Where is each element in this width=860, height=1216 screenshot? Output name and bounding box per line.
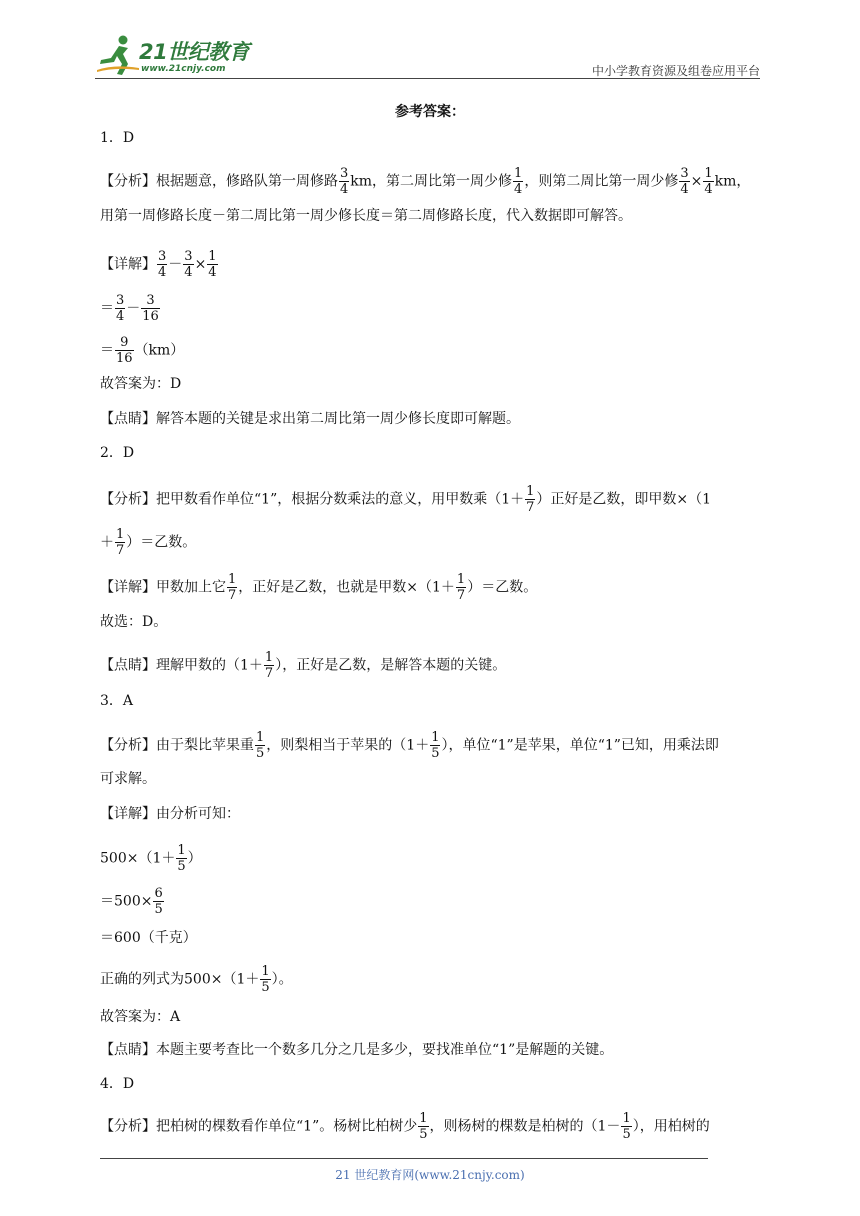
answer-2: 2．D — [100, 445, 135, 461]
q3-analysis-2: 可求解。 — [100, 771, 156, 787]
answer-1: 1．D — [100, 130, 135, 146]
runner-logo-icon — [95, 34, 141, 78]
fraction: $\frac{6}{5}$ — [154, 886, 163, 917]
fraction: $\frac{9}{16}$ — [116, 335, 133, 366]
fraction: $\frac{1}{5}$ — [256, 730, 265, 761]
fraction: $\frac{1}{5}$ — [431, 730, 440, 761]
q1-step-2: ＝ $\frac{9}{16}$ （km） — [100, 335, 185, 366]
fraction: $\frac{1}{5}$ — [177, 843, 186, 874]
fraction: $\frac{1}{5}$ — [419, 1111, 428, 1142]
footer-divider — [100, 1158, 708, 1159]
page-footer: 21 世纪教育网(www.21cnjy.com) — [335, 1168, 525, 1182]
page-header — [95, 30, 760, 82]
q3-step-2: ＝500× $\frac{6}{5}$ — [100, 886, 163, 917]
fraction: $\frac{1}{7}$ — [526, 484, 535, 515]
q1-detail: 【详解】 $\frac{3}{4}$ － $\frac{3}{4}$ × $\frac{1}{4}$ — [100, 249, 217, 280]
q3-step-3: ＝600（千克） — [100, 930, 197, 946]
fraction: $\frac{3}{16}$ — [142, 293, 159, 324]
q2-analysis: 【分析】把甲数看作单位“1”，根据分数乘法的意义，用甲数乘（1＋ $\frac{1}{7}$ ）正好是乙数，即甲数×（1 — [100, 484, 712, 515]
fraction: $\frac{1}{7}$ — [264, 650, 274, 681]
q1-analysis: 【分析】根据题意，修路队第一周修路 $\frac{3}{4}$ km，第二周比第一周少修 $\frac{1}{4}$ ，则第二周比第一周少修 $\frac{3}{4}$ × $\frac{1}{4}$ km， — [100, 166, 751, 197]
logo-url: www.21cnjy.com — [141, 64, 226, 74]
q3-formula: 正确的列式为500×（1＋ $\frac{1}{5}$ ）。 — [100, 964, 293, 995]
q3-step-1: 500×（1＋ $\frac{1}{5}$ ） — [100, 843, 202, 874]
fraction: $\frac{3}{4}$ — [680, 166, 689, 197]
page-title: 参考答案： — [395, 104, 465, 120]
logo-text: 21世纪教育 — [139, 40, 250, 64]
answer-3: 3．A — [100, 693, 134, 709]
q1-result: 故答案为：D — [100, 376, 182, 392]
fraction: $\frac{3}{4}$ — [116, 293, 125, 324]
q1-analysis-2: 用第一周修路长度－第二周比第一周少修长度＝第二周修路长度，代入数据即可解答。 — [100, 208, 632, 224]
fraction: $\frac{3}{4}$ — [340, 166, 349, 197]
fraction: $\frac{1}{5}$ — [622, 1111, 631, 1142]
q3-point: 【点睛】本题主要考查比一个数多几分之几是多少，要找准单位“1”是解题的关键。 — [100, 1042, 614, 1058]
fraction: $\frac{3}{4}$ — [158, 249, 167, 280]
q2-analysis-2: ＋ $\frac{1}{7}$ ）＝乙数。 — [100, 527, 197, 558]
q3-result: 故答案为：A — [100, 1009, 181, 1025]
header-divider — [95, 78, 760, 79]
fraction: $\frac{1}{7}$ — [456, 572, 466, 603]
fraction: $\frac{1}{4}$ — [208, 249, 217, 280]
fraction: $\frac{1}{4}$ — [704, 166, 713, 197]
site-logo — [95, 34, 265, 78]
q1-step-1: ＝ $\frac{3}{4}$ － $\frac{3}{16}$ — [100, 293, 159, 324]
q2-result: 故选：D。 — [100, 614, 168, 630]
q3-detail: 【详解】由分析可知： — [100, 806, 240, 822]
fraction: $\frac{3}{4}$ — [184, 249, 193, 280]
platform-label: 中小学教育资源及组卷应用平台 — [591, 64, 760, 78]
q1-point: 【点睛】解答本题的关键是求出第二周比第一周少修长度即可解题。 — [100, 411, 520, 427]
fraction: $\frac{1}{7}$ — [116, 527, 125, 558]
fraction: $\frac{1}{5}$ — [261, 964, 270, 995]
fraction: $\frac{1}{4}$ — [514, 166, 523, 197]
q3-analysis: 【分析】由于梨比苹果重 $\frac{1}{5}$ ，则梨相当于苹果的（1＋ $\frac{1}{5}$ ），单位“1”是苹果，单位“1”已知，用乘法即 — [100, 730, 719, 761]
q2-point: 【点睛】理解甲数的（1＋ $\frac{1}{7}$ ），正好是乙数，是解答本题的关键。 — [100, 650, 507, 681]
q2-detail: 【详解】甲数加上它 $\frac{1}{7}$ ，正好是乙数，也就是甲数×（1＋ $\frac{1}{7}$ ）＝乙数。 — [100, 572, 538, 603]
answer-4: 4．D — [100, 1076, 135, 1092]
q4-analysis: 【分析】把柏树的棵数看作单位“1”。杨树比柏树少 $\frac{1}{5}$ ，则杨树的棵数是柏树的（1－ $\frac{1}{5}$ ），用柏树的 — [100, 1111, 710, 1142]
fraction: $\frac{1}{7}$ — [228, 572, 237, 603]
